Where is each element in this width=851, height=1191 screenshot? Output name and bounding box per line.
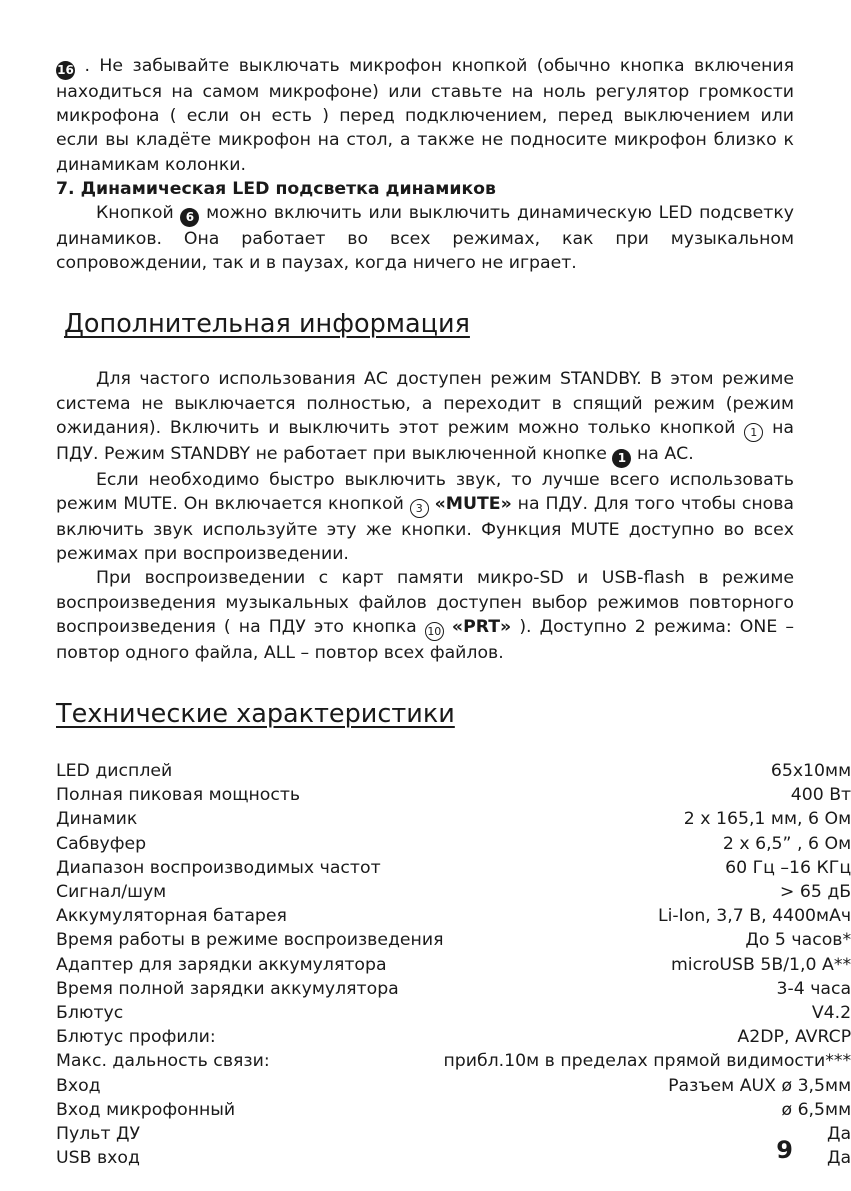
prt-keyword: «PRT»: [451, 616, 512, 637]
button-1-badge-icon: 1: [612, 449, 631, 468]
spec-value: До 5 часов*: [745, 930, 851, 951]
section-7-text-pre: Кнопкой: [96, 203, 174, 224]
spec-row: [56, 1001, 851, 1025]
spec-label: Динамик: [56, 809, 138, 830]
standby-text-c: на АС.: [636, 443, 694, 464]
spec-value: прибл.10м в пределах прямой видимости***: [443, 1051, 851, 1072]
remote-button-10-icon: 10: [425, 622, 444, 641]
spec-row: [56, 880, 851, 904]
section-7-heading: 7. Динамическая LED подсветка динамиков: [56, 178, 496, 199]
spec-row: [56, 977, 851, 1001]
spec-row: [56, 1122, 851, 1146]
spec-label: Адаптер для зарядки аккумулятора: [56, 954, 387, 975]
standby-text-a: Для частого использования АС доступен режим STANDBY. В этом режиме система не выключается полностью, а переходит в спящий режим (режим ожидания). Включить и выключить этот режим можно только кнопкой: [56, 369, 794, 438]
spec-value: Да: [827, 1148, 851, 1169]
page-content: [56, 54, 851, 1171]
spec-label: Вход микрофонный: [56, 1099, 236, 1120]
spec-row: [56, 1074, 851, 1098]
spec-value: 60 Гц –16 КГц: [725, 857, 851, 878]
repeat-text-a: При воспроизведении с карт памяти микро-SD и USB-flash в режиме воспроизведения музыкальных файлов доступен выбор режимов повторного воспроизведения ( на ПДУ это кнопка: [56, 568, 794, 637]
spec-row: [56, 904, 851, 928]
spec-value: 65х10мм: [770, 761, 851, 782]
spec-row: [56, 1025, 851, 1049]
spec-value: A2DP, AVRCP: [737, 1027, 851, 1048]
spec-label: Время работы в режиме воспроизведения: [56, 930, 444, 951]
additional-info-heading: Дополнительная информация: [64, 309, 470, 340]
remote-button-3-icon: 3: [410, 499, 429, 518]
spec-value: Разъем AUX ø 3,5мм: [668, 1075, 851, 1096]
button-16-badge-icon: 16: [56, 61, 75, 80]
spec-label: Пульт ДУ: [56, 1124, 141, 1145]
spec-row: [56, 928, 851, 952]
repeat-text-b: ). Доступно 2 режима: ONE – повтор одного файла, ALL – повтор всех файлов.: [56, 616, 794, 663]
spec-label: Сигнал/шум: [56, 882, 167, 903]
section-7-paragraph: [56, 201, 794, 275]
spec-row: [56, 783, 851, 807]
mute-text-a: Если необходимо быстро выключить звук, то лучше всего использовать режим MUTE. Он включается кнопкой: [56, 469, 794, 515]
spec-row: [56, 1098, 851, 1122]
tech-specs-heading: Технические характеристики: [56, 699, 455, 730]
mute-keyword: «MUTE»: [434, 494, 512, 515]
spec-value: > 65 дБ: [779, 882, 851, 903]
spec-value: microUSB 5В/1,0 А**: [670, 954, 851, 975]
repeat-paragraph: [56, 566, 794, 665]
spec-label: Блютус профили:: [56, 1027, 216, 1048]
spec-value: 2 х 165,1 мм, 6 Ом: [683, 809, 851, 830]
remote-button-1-icon: 1: [744, 423, 763, 442]
button-6-badge-icon: 6: [180, 208, 199, 227]
specs-table: [56, 759, 851, 1170]
spec-row: [56, 1146, 851, 1170]
mute-text-b: на ПДУ. Для того чтобы снова включить звук используйте эту же кнопки. Функция MUTE доступно во всех режимах при воспроизведении.: [56, 494, 794, 565]
spec-row: [56, 1049, 851, 1073]
spec-label: Макс. дальность связи:: [56, 1051, 270, 1072]
spec-row: [56, 832, 851, 856]
spec-label: Блютус: [56, 1003, 124, 1024]
spec-value: Li-Ion, 3,7 В, 4400мАч: [657, 906, 851, 927]
mute-paragraph: [56, 468, 794, 567]
spec-value: ø 6,5мм: [781, 1099, 851, 1120]
spec-label: Аккумуляторная батарея: [56, 906, 287, 927]
section-7-text-post: можно включить или выключить динамическую LED подсветку динамиков. Она работает во всех режимах, как при музыкальном сопровождении, так и в паузах, когда ничего не играет.: [56, 203, 795, 274]
spec-row: [56, 807, 851, 831]
spec-row: [56, 856, 851, 880]
spec-value: V4.2: [811, 1003, 851, 1024]
spec-label: Полная пиковая мощность: [56, 785, 301, 806]
standby-paragraph: [56, 367, 794, 467]
page-number: 9: [776, 1136, 793, 1164]
spec-label: Вход: [56, 1075, 101, 1096]
standby-text-b: на ПДУ. Режим STANDBY не работает при выключенной кнопке: [56, 417, 794, 464]
spec-value: 3-4 часа: [776, 978, 851, 999]
intro-paragraph: [56, 54, 794, 177]
spec-label: USB вход: [56, 1148, 140, 1169]
spec-label: Диапазон воспроизводимых частот: [56, 857, 381, 878]
spec-label: Время полной зарядки аккумулятора: [56, 978, 399, 999]
spec-value: 400 Вт: [790, 785, 851, 806]
intro-text: . Не забывайте выключать микрофон кнопкой (обычно кнопка включения находиться на самом микрофоне) или ставьте на ноль регулятор громкости микрофона ( если он есть ) перед подключением, перед выключением или если вы кладёте микрофон на стол, а также не подносите микрофон близко к динамикам колонки.: [56, 56, 795, 175]
spec-value: Да: [827, 1124, 851, 1145]
spec-label: Сабвуфер: [56, 833, 147, 854]
spec-row: [56, 953, 851, 977]
spec-row: [56, 759, 851, 783]
spec-label: LED дисплей: [56, 761, 173, 782]
spec-value: 2 х 6,5” , 6 Ом: [722, 833, 851, 854]
